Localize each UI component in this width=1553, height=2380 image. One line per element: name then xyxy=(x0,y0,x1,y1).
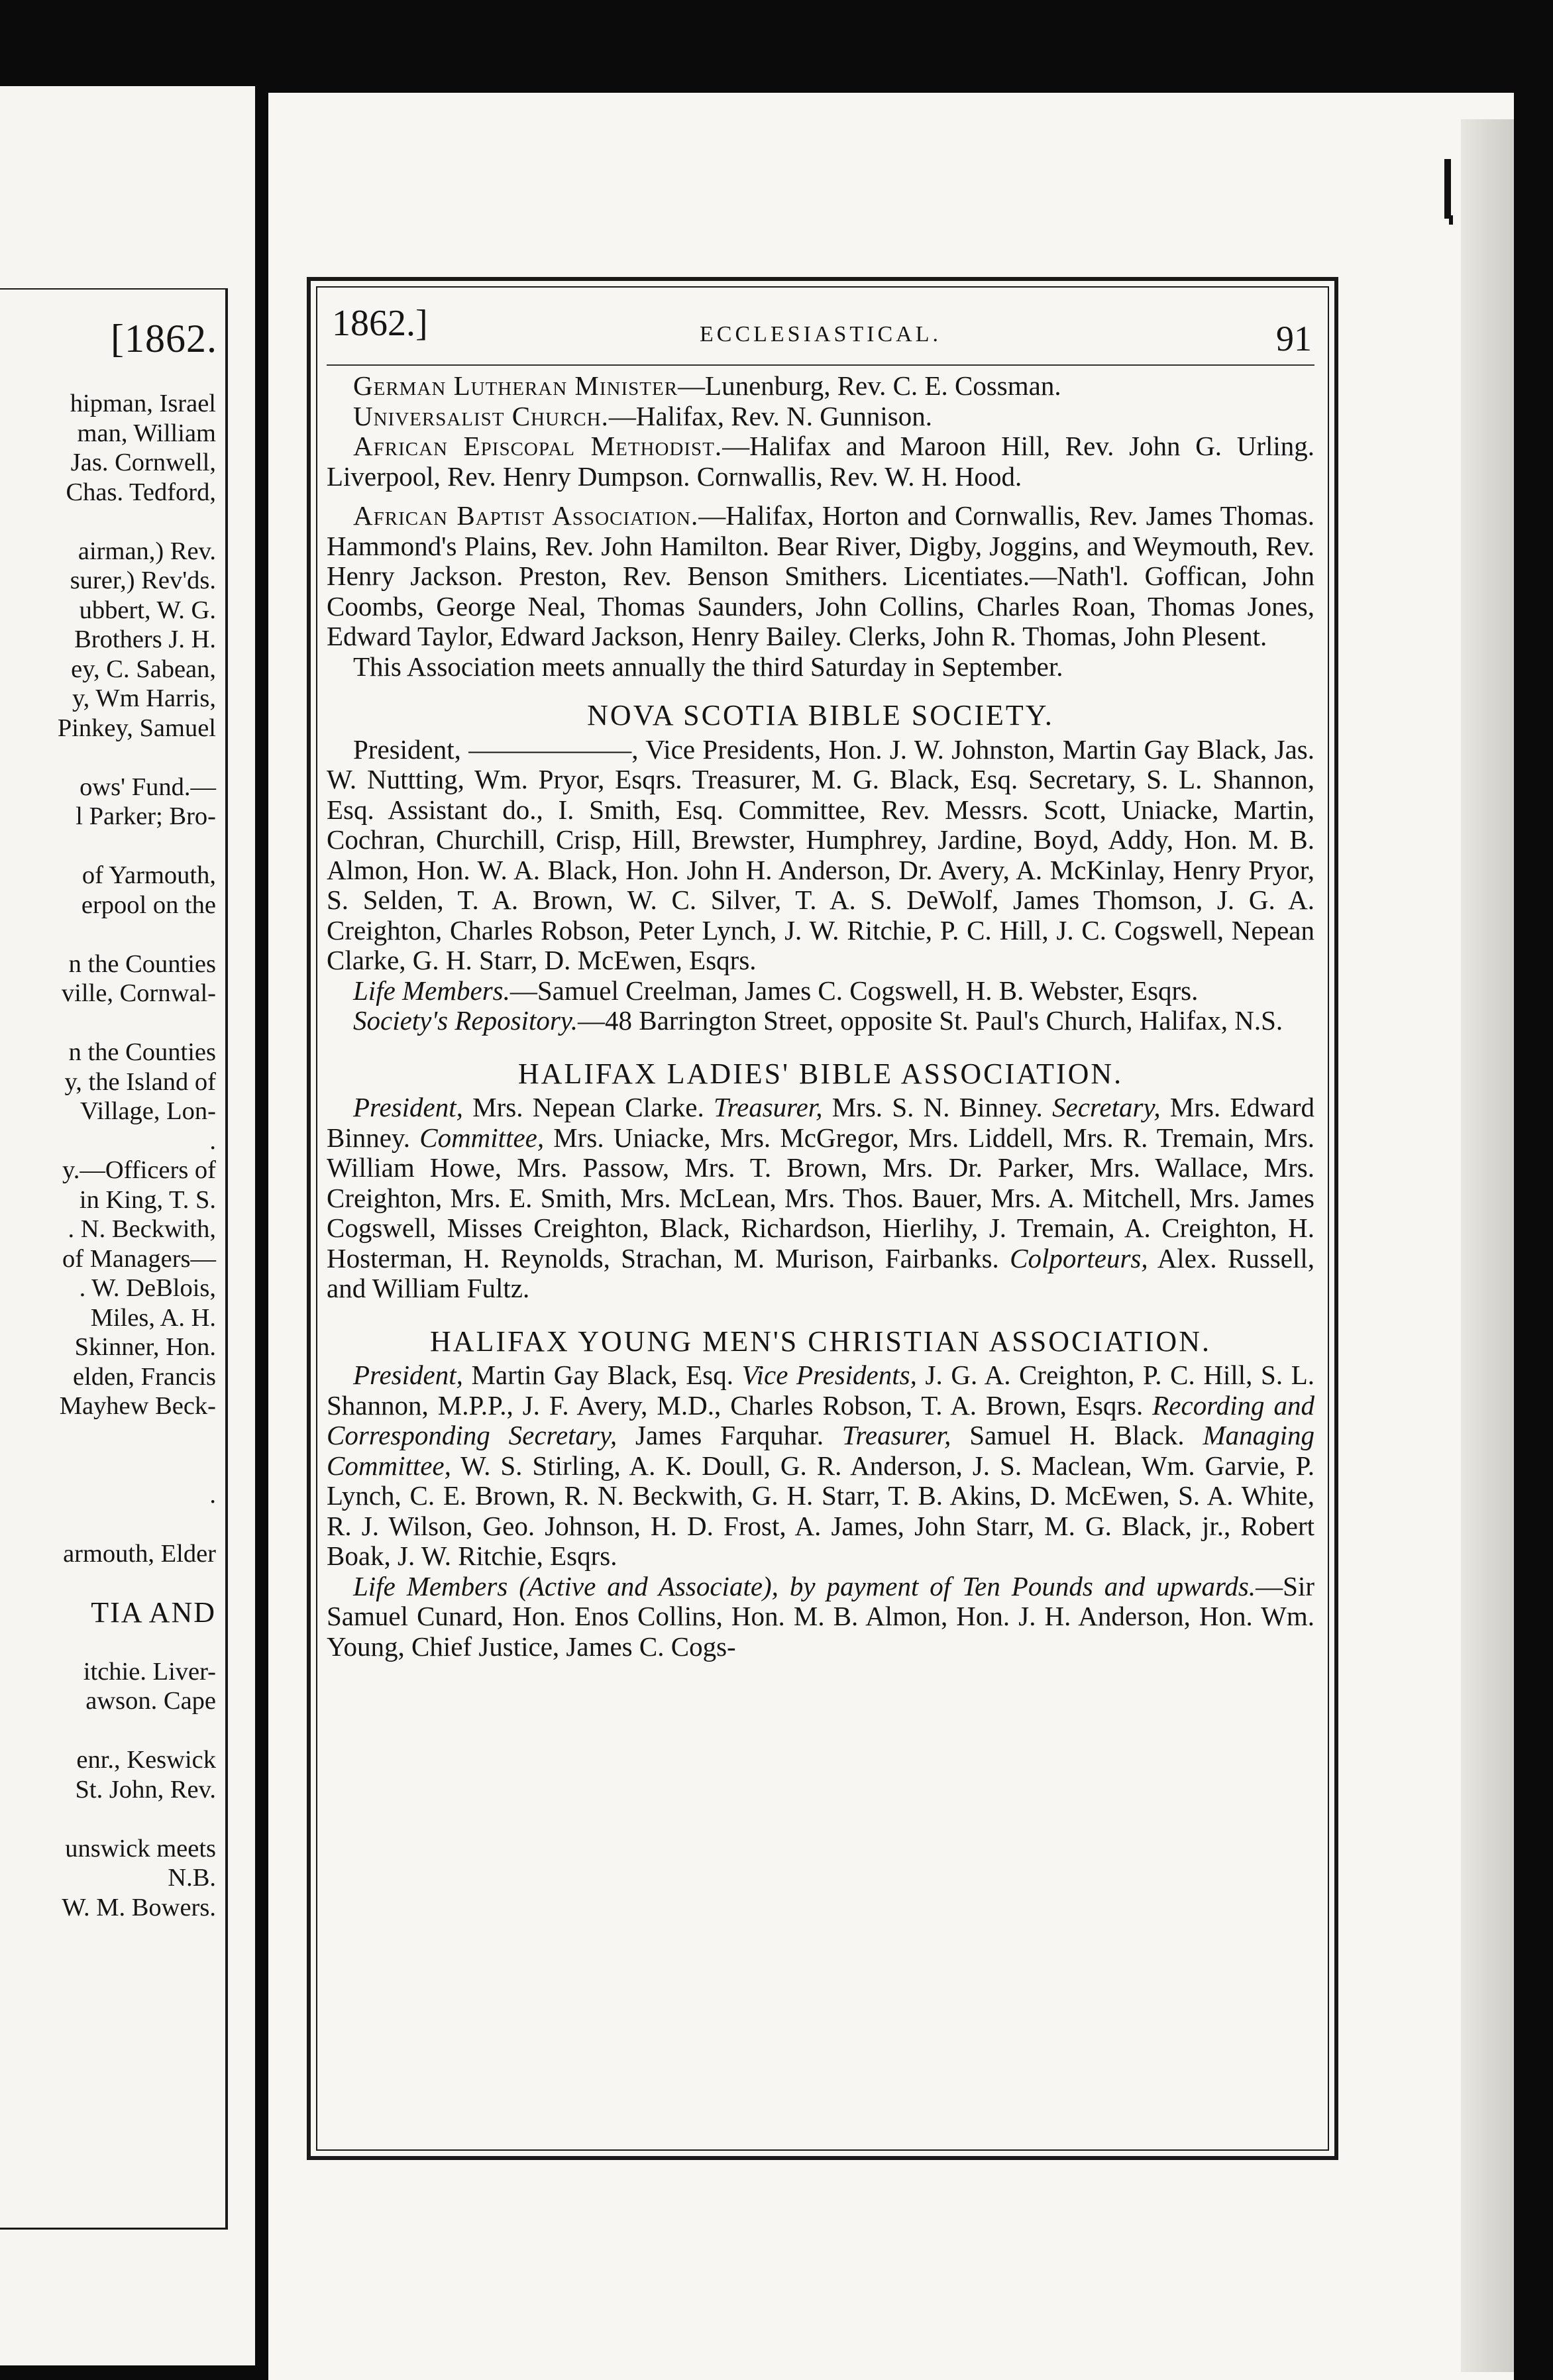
page-edge-shadow xyxy=(1461,119,1514,2372)
previous-page-line: of Managers— xyxy=(62,1244,216,1273)
previous-page-line: y.—Officers of xyxy=(62,1156,216,1184)
previous-page-line: y, the Island of xyxy=(64,1067,216,1096)
previous-page-line: Mayhew Beck- xyxy=(59,1392,216,1420)
previous-page-line xyxy=(0,1008,216,1038)
binding-mark-small xyxy=(1449,215,1453,225)
previous-page-line: y, Wm Harris, xyxy=(72,684,216,712)
previous-page-line: of Yarmouth, xyxy=(81,861,216,889)
previous-page-line: erpool on the xyxy=(81,891,216,919)
previous-page-line: TIA AND xyxy=(91,1596,216,1629)
previous-page-line: Chas. Tedford, xyxy=(66,478,216,506)
paragraph-ame: African Episcopal Methodist.—Halifax and Maroon Hill, Rev. John G. Urling. Liverpool, Rev. Henry Dumpson. Cornwallis, Rev. W. H. Hood. xyxy=(327,431,1315,492)
previous-page-line: N.B. xyxy=(168,1864,216,1892)
previous-page-frame xyxy=(0,288,228,2230)
previous-page-line: . xyxy=(209,1126,216,1155)
previous-page-line: Brothers J. H. xyxy=(74,625,216,653)
paragraph-ymca: President, Martin Gay Black, Esq. Vice Presidents, J. G. A. Creighton, P. C. Hill, S. L. Shannon, M.P.P., J. F. Avery, M.D., Charles Robson, T. A. Brown, Esqrs. Recording and Corresponding Secretary, James Farquhar. Treasurer, Samuel H. Black. Managing Committee, W. S. Stirling, A. K. Doull, G. R. Anderson, J. S. Maclean, Wm. Garvie, P. Lynch, C. E. Brown, R. N. Beckwith, G. H. Starr, T. B. Akins, D. McEwen, S. A. White, R. J. Wilson, Geo. Johnson, H. D. Frost, A. James, John Starr, M. G. Black, jr., Robert Boak, J. W. Ritchie, Esqrs. xyxy=(327,1360,1315,1571)
previous-page-line xyxy=(0,743,216,773)
previous-page-line: n the Counties xyxy=(68,949,216,978)
paragraph-ladies-association: President, Mrs. Nepean Clarke. Treasurer, Mrs. S. N. Binney. Secretary, Mrs. Edward Binney. Committee, Mrs. Uniacke, Mrs. McGregor, Mrs. Liddell, Mrs. R. Tremain, Mrs. William Howe, Mrs. Passow, Mrs. T. Brown, Mrs. Dr. Parker, Mrs. Wallace, Mrs. Creighton, Mrs. E. Smith, Mrs. McLean, Mrs. Thos. Bauer, Mrs. A. Mitchell, Mrs. James Cogswell, Misses Creighton, Black, Richardson, Hierlihy, J. Tremain, A. Creighton, H. Hosterman, H. Reynolds, Strachan, M. Murison, Fairbanks. Colporteurs, Alex. Russell, and William Fultz. xyxy=(327,1092,1315,1303)
previous-page-line xyxy=(0,1716,216,1746)
previous-page-line: enr., Keswick xyxy=(76,1746,216,1774)
previous-page-line: Miles, A. H. xyxy=(90,1303,216,1332)
previous-page-line: . W. DeBlois, xyxy=(79,1274,216,1302)
previous-page-line: W. M. Bowers. xyxy=(62,1893,216,1921)
previous-page-line: Pinkey, Samuel xyxy=(57,714,216,742)
page-inner-border xyxy=(316,286,1329,2151)
previous-page-line: n the Counties xyxy=(68,1038,216,1066)
running-head-year: 1862.] xyxy=(332,303,428,344)
paragraph-bible-repository: Society's Repository.—48 Barrington Street, opposite St. Paul's Church, Halifax, N.S. xyxy=(353,1005,1283,1036)
previous-page xyxy=(0,86,255,2365)
previous-page-line: hipman, Israel xyxy=(70,390,216,417)
paragraph-lutheran: German Lutheran Minister—Lunenburg, Rev. C. E. Cossman. xyxy=(353,370,1061,401)
paragraph-bible-society: President, ——————, Vice Presidents, Hon. J. W. Johnston, Martin Gay Black, Jas. W. Nuttting, Wm. Pryor, Esqrs. Treasurer, M. G. Black, Esq. Secretary, S. L. Shannon, Esq. Assistant do., I. Smith, Esq. Committee, Rev. Messrs. Scott, Uniacke, Martin, Cochran, Churchill, Crisp, Hill, Brewster, Humphrey, Jardine, Boyd, Addy, Hon. M. B. Almon, Hon. W. A. Black, Hon. John H. Anderson, Dr. Avery, A. McKinlay, Henry Pryor, S. Selden, T. A. Brown, W. C. Silver, T. A. S. DeWolf, James Thomson, J. G. A. Creighton, Charles Robson, Peter Lynch, J. W. Ritchie, P. C. Hill, J. C. Cogswell, Nepean Clarke, G. H. Starr, D. McEwen, Esqrs. xyxy=(327,733,1314,975)
previous-page-line: l Parker; Bro- xyxy=(76,802,216,830)
heading-bible-society: NOVA SCOTIA BIBLE SOCIETY. xyxy=(587,699,1054,731)
paragraph-baptist-note: This Association meets annually the third Saturday in September. xyxy=(353,651,1063,682)
previous-page-line: Village, Lon- xyxy=(80,1097,216,1125)
previous-page-line: . xyxy=(209,1480,216,1509)
previous-page-line: awson. Cape xyxy=(85,1687,216,1715)
previous-page-line xyxy=(0,507,216,537)
previous-page-line: man, William xyxy=(77,419,216,447)
previous-page-line: airman,) Rev. xyxy=(78,537,216,565)
heading-ladies-association: HALIFAX LADIES' BIBLE ASSOCIATION. xyxy=(517,1057,1124,1090)
previous-page-line: armouth, Elder xyxy=(63,1539,216,1568)
paragraph-baptist: African Baptist Association.—Halifax, Horton and Cornwallis, Rev. James Thomas. Hammond's Plains, Rev. John Hamilton. Bear River, Digby, Joggins, and Weymouth, Rev. Henry Jackson. Preston, Rev. Benson Smithers. Licentiates.—Nath'l. Goffican, John Coombs, George Neal, Thomas Saunders, John Collins, Charles Roan, Thomas Jones, Edward Taylor, Edward Jackson, Henry Bailey. Clerks, John R. Thomas, John Plesent. xyxy=(327,500,1314,651)
previous-page-line xyxy=(0,832,216,861)
running-head-title: ECCLESIASTICAL. xyxy=(700,322,941,347)
body-text xyxy=(327,371,1314,1662)
page-content xyxy=(327,292,1314,2140)
previous-page-line: unswick meets xyxy=(65,1834,216,1863)
previous-page-line: ville, Cornwal- xyxy=(61,979,216,1007)
previous-page-text xyxy=(0,389,216,1922)
previous-page-line xyxy=(0,1804,216,1834)
previous-page-line: Skinner, Hon. xyxy=(74,1333,216,1361)
running-head xyxy=(327,292,1314,366)
paragraph-universalist: Universalist Church.—Halifax, Rev. N. Gunnison. xyxy=(353,400,932,431)
previous-page-line xyxy=(0,1450,216,1480)
binding-mark xyxy=(1444,159,1451,219)
page-91 xyxy=(268,93,1514,2380)
paragraph-bible-life-members: Life Members.—Samuel Creelman, James C. Cogswell, H. B. Webster, Esqrs. xyxy=(353,975,1199,1006)
previous-page-line xyxy=(0,1627,216,1657)
previous-page-line: ey, C. Sabean, xyxy=(71,655,216,683)
previous-page-line xyxy=(0,1568,216,1598)
page-number: 91 xyxy=(1276,319,1312,358)
paragraph-ymca-life-members: Life Members (Active and Associate), by payment of Ten Pounds and upwards.—Sir Samuel Cunard, Hon. Enos Collins, Hon. M. B. Almon, Hon. J. H. Anderson, Hon. Wm. Young, Chief Justice, James C. Cogs- xyxy=(327,1570,1314,1662)
previous-page-line xyxy=(0,1509,216,1539)
page-border xyxy=(307,277,1338,2160)
previous-page-line: surer,) Rev'ds. xyxy=(70,567,216,594)
previous-page-header: [1862. xyxy=(111,317,217,360)
previous-page-line: in King, T. S. xyxy=(79,1185,216,1214)
heading-ymca: HALIFAX YOUNG MEN'S CHRISTIAN ASSOCIATION. xyxy=(430,1325,1211,1358)
previous-page-line: ows' Fund.— xyxy=(80,773,216,801)
previous-page-line: elden, Francis xyxy=(73,1362,216,1391)
previous-page-line: St. John, Rev. xyxy=(75,1775,216,1804)
previous-page-line: . N. Beckwith, xyxy=(68,1215,216,1243)
previous-page-line xyxy=(0,920,216,949)
previous-page-line: ubbert, W. G. xyxy=(79,596,216,624)
previous-page-line: Jas. Cornwell, xyxy=(70,449,216,476)
previous-page-line: itchie. Liver- xyxy=(83,1657,216,1686)
previous-page-line xyxy=(0,1421,216,1451)
